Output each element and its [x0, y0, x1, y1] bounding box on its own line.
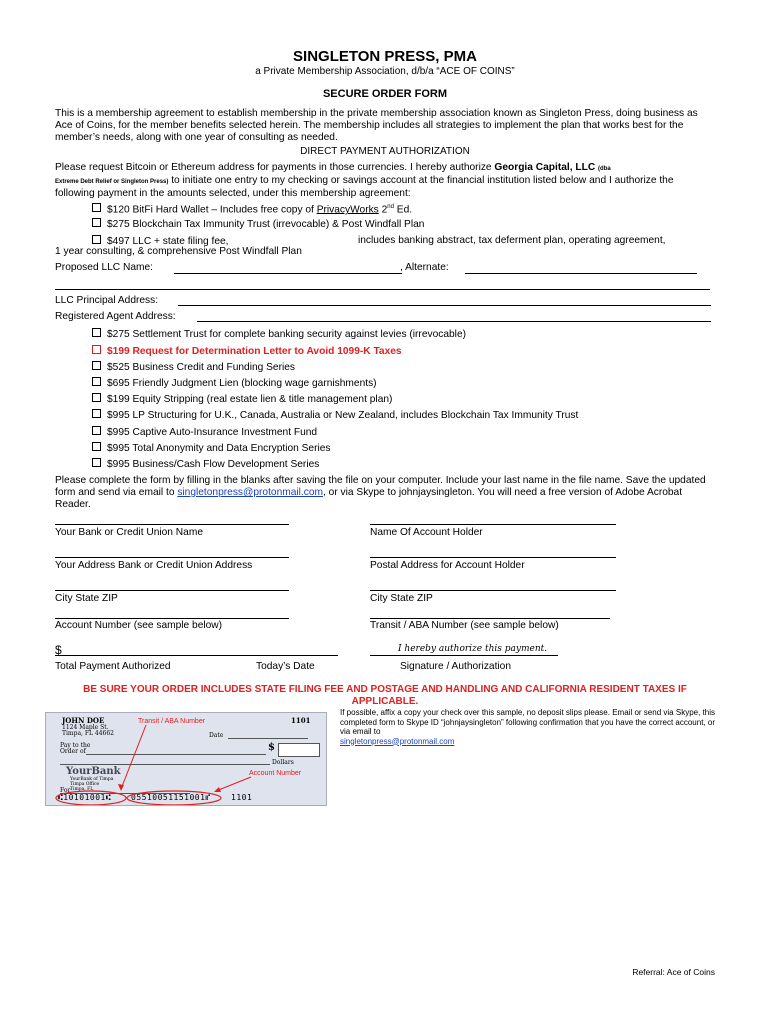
account-field[interactable] — [55, 618, 289, 619]
postal-field[interactable] — [370, 557, 616, 558]
check-micr-routing: ⑆10101001⑆ — [58, 793, 112, 802]
option-bitfi[interactable]: $120 BitFi Hard Wallet – Includes free copy of PrivacyWorks 2nd Ed. — [92, 201, 412, 216]
dollar-sign: $ — [55, 643, 62, 657]
alternate-label: , Alternate: — [400, 262, 449, 273]
option-judgment-lien[interactable]: $695 Friendly Judgment Lien (blocking wage garnishments) — [92, 377, 377, 390]
account-annotation: Account Number — [249, 770, 302, 777]
check-pay-to: Pay to the — [60, 742, 91, 749]
auth-company: Georgia Capital, LLC — [494, 162, 596, 173]
checkbox[interactable] — [92, 361, 101, 370]
instructions-paragraph: Please complete the form by filling in the blanks after saving the file on your computer. Include your last name in the file name. Save the updated form and send via email to singletonpress@protonmail.com, or via Skype to johnjaysingleton. You will need a free version of Adobe Acrobat Reader. — [55, 475, 706, 510]
check-bank-sub2: Timpa Office — [70, 782, 100, 787]
check-micr-number: 1101 — [231, 793, 253, 802]
check-name: JOHN DOE — [62, 716, 105, 725]
sample-check — [45, 712, 327, 806]
privacyworks-link[interactable]: PrivacyWorks — [316, 204, 379, 216]
holder-label: Name Of Account Holder — [370, 527, 483, 538]
check-bank-logo: YourBank — [66, 766, 121, 777]
bank-address-field[interactable] — [55, 557, 289, 558]
principal-address-field[interactable] — [178, 305, 711, 306]
check-number: 1101 — [291, 716, 311, 725]
note-email-link[interactable]: singletonpress@protonmail.com — [340, 736, 455, 746]
option-equity-stripping[interactable]: $199 Equity Stripping (real estate lien & title management plan) — [92, 393, 392, 406]
checkbox[interactable] — [92, 203, 101, 212]
signature-image: I hereby authorize this payment. — [398, 644, 548, 654]
city-right-label: City State ZIP — [370, 593, 433, 604]
option-settlement-trust[interactable]: $275 Settlement Trust for complete banking security against levies (irrevocable) — [92, 328, 466, 341]
transit-label: Transit / ABA Number (see sample below) — [370, 620, 559, 631]
transit-annotation: Transit / ABA Number — [138, 718, 206, 725]
check-annotations — [46, 713, 326, 805]
check-micr-account: 05510051151001⑈ — [131, 793, 211, 802]
check-bank-sub1: YourBank of Timpa — [70, 777, 114, 782]
checkbox[interactable] — [92, 426, 101, 435]
check-order-of: Order of — [60, 748, 86, 755]
option-business-credit[interactable]: $525 Business Credit and Funding Series — [92, 361, 295, 374]
checkbox[interactable] — [92, 345, 101, 354]
intro-paragraph: This is a membership agreement to establish membership in the private membership association known as Singleton Press, doing business as Ace of Coins, for the member benefits selected herein. The membership includes all strategies to implement the plan that works best for the member’s needs, along with one year of consulting as needed. — [55, 108, 698, 143]
account-arrow — [216, 777, 251, 791]
referral-footer: Referral: Ace of Coins — [632, 967, 715, 977]
form-title: SECURE ORDER FORM — [322, 88, 448, 100]
bank-address-label: Your Address Bank or Credit Union Address — [55, 560, 253, 571]
option-cash-flow[interactable]: $995 Business/Cash Flow Development Series — [92, 458, 319, 471]
signature-label: Signature / Authorization — [400, 661, 512, 672]
auth-heading: DIRECT PAYMENT AUTHORIZATION — [300, 146, 470, 157]
option-anonymity[interactable]: $995 Total Anonymity and Data Encryption Series — [92, 442, 331, 455]
transit-field[interactable] — [370, 618, 610, 619]
routing-circle — [56, 791, 126, 805]
total-field[interactable] — [55, 655, 338, 656]
option-llc-includes: includes banking abstract, tax deferment plan, operating agreement, — [358, 235, 666, 246]
auth-paragraph — [55, 162, 715, 200]
city-left-field[interactable] — [55, 590, 289, 591]
auth-line1: Please request Bitcoin or Ethereum address for payments in those currencies. I hereby authorize — [55, 162, 495, 173]
check-date-label: Date — [209, 732, 224, 739]
checkbox[interactable] — [92, 409, 101, 418]
auth-line2: to initiate one entry to my checking or savings account at the financial institution listed below and I authorize the following payment in the amounts selected, under this membership agreement: — [55, 175, 674, 199]
warning-text: BE SURE YOUR ORDER INCLUDES STATE FILING FEE AND POSTAGE AND HANDLING AND CALIFORNIA RESIDENT TAXES IF APPLICABLE. — [83, 684, 687, 707]
city-right-field[interactable] — [370, 590, 616, 591]
agent-address-label: Registered Agent Address: — [55, 311, 176, 322]
signature-field[interactable] — [370, 655, 558, 656]
check-note: If possible, affix a copy your check over this sample, no deposit slips please. Email or send via Skype, this completed form to Skype ID “johnjaysingleton” following confirmation that you have the correct account, or via email to singletonpress@protonmail.com — [340, 708, 715, 746]
account-circle — [127, 791, 221, 805]
page-title: SINGLETON PRESS, PMA — [293, 48, 477, 65]
llc-extra-line[interactable] — [55, 289, 710, 290]
checkbox[interactable] — [92, 218, 101, 227]
proposed-llc-label: Proposed LLC Name: — [55, 262, 153, 273]
agent-address-field[interactable] — [197, 321, 711, 322]
option-captive-insurance[interactable]: $995 Captive Auto-Insurance Investment Fund — [92, 426, 317, 439]
checkbox[interactable] — [92, 328, 101, 337]
holder-field[interactable] — [370, 524, 616, 525]
check-bank-sub3: Timpa, FL — [70, 787, 94, 792]
check-addr2: Timpa, FL 44662 — [62, 730, 114, 737]
date-label: Today’s Date — [256, 661, 315, 672]
option-lp-structuring[interactable]: $995 LP Structuring for U.K., Canada, Australia or New Zealand, includes Blockchain Tax Immunity Trust — [92, 409, 578, 422]
option-determination-letter[interactable]: $199 Request for Determination Letter to Avoid 1099-K Taxes — [92, 345, 402, 358]
check-for: For — [60, 787, 71, 794]
proposed-llc-field[interactable] — [174, 273, 402, 274]
postal-label: Postal Address for Account Holder — [370, 560, 525, 571]
total-label: Total Payment Authorized — [55, 661, 171, 672]
bank-name-field[interactable] — [55, 524, 289, 525]
checkbox[interactable] — [92, 377, 101, 386]
auth-dba1: (dba — [598, 166, 611, 172]
check-dollar-sign: $ — [268, 742, 275, 753]
bank-name-label: Your Bank or Credit Union Name — [55, 527, 203, 538]
checkbox[interactable] — [92, 458, 101, 467]
auth-dba2: Extreme Debt Relief or Singleton Press) — [55, 179, 169, 185]
checkbox[interactable] — [92, 235, 101, 244]
option-llc-cont: 1 year consulting, & comprehensive Post Windfall Plan — [55, 246, 302, 257]
checkbox[interactable] — [92, 393, 101, 402]
transit-arrow — [121, 725, 146, 789]
email-link[interactable]: singletonpress@protonmail.com — [177, 487, 323, 498]
city-left-label: City State ZIP — [55, 593, 118, 604]
check-addr1: 1124 Maple St. — [62, 724, 109, 731]
principal-address-label: LLC Principal Address: — [55, 295, 159, 306]
transit-arrowhead — [118, 784, 124, 791]
checkbox[interactable] — [92, 442, 101, 451]
check-dollars: Dollars — [272, 759, 294, 766]
page-subtitle: a Private Membership Association, d/b/a “ACE OF COINS” — [255, 66, 515, 77]
account-arrowhead — [214, 787, 221, 792]
option-blockchain-trust[interactable]: $275 Blockchain Tax Immunity Trust (irrevocable) & Post Windfall Plan — [92, 218, 424, 231]
alternate-field[interactable] — [465, 273, 697, 274]
option-llc[interactable]: $497 LLC + state filing fee, — [92, 235, 228, 248]
account-label: Account Number (see sample below) — [55, 620, 223, 631]
